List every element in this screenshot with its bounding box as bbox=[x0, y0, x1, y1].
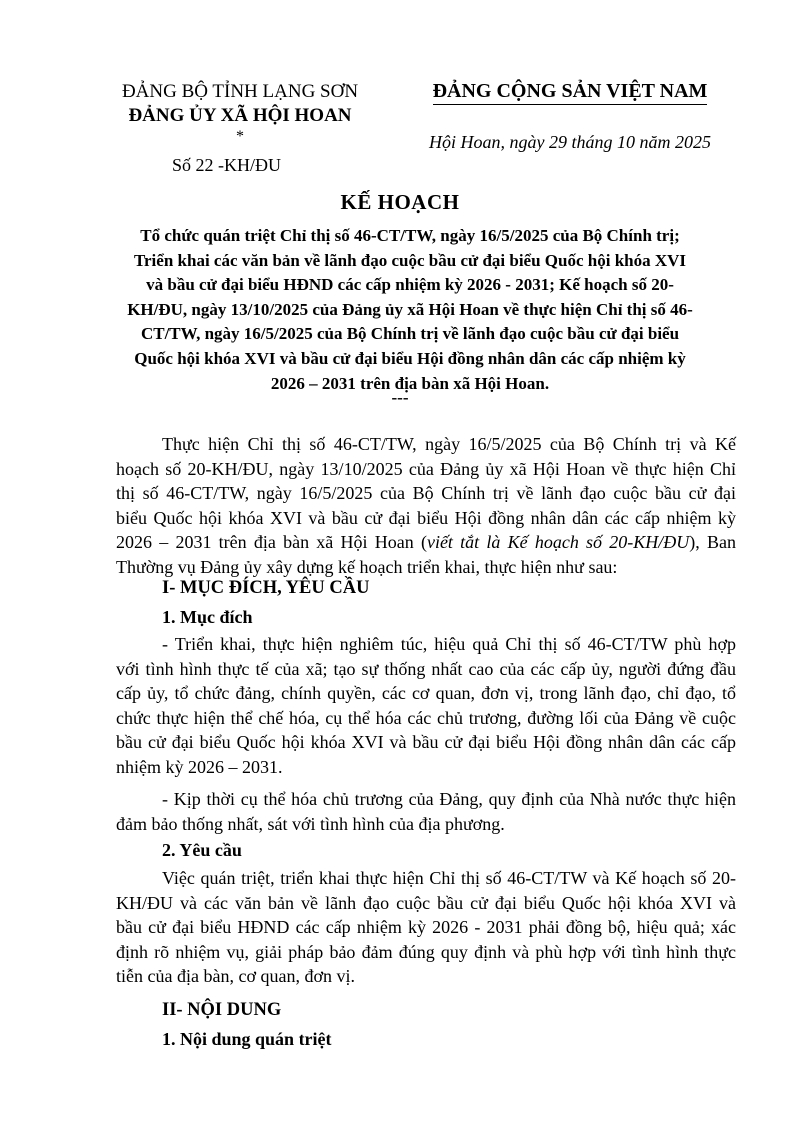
requirements-line: định rõ nhiệm vụ, giải pháp bảo đảm đúng quy định và phù hợp với tình hình thực bbox=[116, 941, 736, 962]
issuing-organization-block bbox=[100, 80, 380, 146]
subtitle-line: và bầu cử đại biểu HĐND các cấp nhiệm kỳ 2026 - 2031; Kế hoạch số 20- bbox=[146, 275, 674, 295]
intro-line: hoạch số 20-KH/ĐU, ngày 13/10/2025 của Đảng ủy xã Hội Hoan về thực hiện Chỉ bbox=[116, 458, 736, 479]
title-separator: --- bbox=[391, 388, 409, 407]
document-number: Số 22 -KH/ĐU bbox=[172, 155, 282, 175]
section-heading-purpose-requirements: I- MỤC ĐÍCH, YÊU CẦU bbox=[162, 578, 370, 598]
subtitle-line: 2026 – 2031 trên địa bàn xã Hội Hoan. bbox=[270, 373, 550, 393]
document-title: KẾ HOẠCH bbox=[340, 190, 460, 214]
intro-line: biểu Quốc hội khóa XVI và bầu cử đại biểu Hội đồng nhân dân các cấp nhiệm kỳ bbox=[116, 507, 736, 528]
subsection-heading-dissemination-content: 1. Nội dung quán triệt bbox=[162, 1029, 332, 1049]
document-subtitle bbox=[120, 224, 700, 396]
subtitle-line: Quốc hội khóa XVI và bầu cử đại biểu Hội đồng nhân dân các cấp nhiệm kỳ bbox=[134, 348, 686, 368]
purpose-line: nhiệm kỳ 2026 – 2031. bbox=[116, 756, 283, 777]
intro-line: Thực hiện Chỉ thị số 46-CT/TW, ngày 16/5/2025 của Bộ Chính trị và Kế bbox=[162, 434, 736, 454]
subtitle-line: CT/TW, ngày 16/5/2025 của Bộ Chính trị về lãnh đạo cuộc bầu cử đại biểu bbox=[140, 324, 680, 344]
party-name-title: ĐẢNG CỘNG SẢN VIỆT NAM bbox=[433, 80, 708, 105]
place-and-date: Hội Hoan, ngày 29 tháng 10 năm 2025 bbox=[429, 132, 711, 152]
requirements-line: KH/ĐU và các văn bản về lãnh đạo cuộc bầu cử đại biểu Quốc hội khóa XVI và bbox=[116, 892, 736, 913]
subtitle-line: Triển khai các văn bản về lãnh đạo cuộc bầu cử đại biểu Quốc hội khóa XVI bbox=[133, 250, 687, 270]
intro-line: Thường vụ Đảng ủy xây dựng kế hoạch triển khai, thực hiện như sau: bbox=[116, 556, 618, 577]
purpose-paragraph-2 bbox=[116, 787, 736, 836]
intro-line-text: ), Ban bbox=[689, 532, 736, 553]
requirements-line: bầu cử đại biểu HĐND các cấp nhiệm kỳ 2026 - 2031 phải đồng bộ, hiệu quả; xác bbox=[116, 917, 736, 938]
purpose-line: - Triển khai, thực hiện nghiêm túc, hiệu quả Chỉ thị số 46-CT/TW phù hợp bbox=[162, 634, 736, 654]
header-star: * bbox=[236, 128, 244, 145]
provincial-party-committee: ĐẢNG BỘ TỈNH LẠNG SƠN bbox=[121, 81, 359, 102]
abbreviation-note: viết tắt là Kế hoạch số 20-KH/ĐU bbox=[426, 532, 690, 553]
purpose-paragraph-1 bbox=[116, 632, 736, 780]
requirements-line: Việc quán triệt, triển khai thực hiện Chỉ thị số 46-CT/TW và Kế hoạch số 20- bbox=[162, 868, 736, 888]
requirements-line: tiễn của địa bàn, cơ quan, đơn vị. bbox=[116, 966, 355, 987]
intro-line: thị số 46-CT/TW, ngày 16/5/2025 của Bộ Chính trị về lãnh đạo cuộc bầu cử đại bbox=[116, 483, 736, 504]
subsection-heading-requirements: 2. Yêu cầu bbox=[162, 840, 242, 860]
purpose-line: bầu cử đại biểu Quốc hội khóa XVI và bầu cử đại biểu Hội đồng nhân dân các cấp bbox=[116, 732, 736, 753]
subsection-heading-purpose: 1. Mục đích bbox=[162, 607, 253, 627]
purpose-line: chức thực hiện thể chế hóa, cụ thể hóa các chủ trương, đường lối của Đảng về cuộc bbox=[116, 707, 736, 728]
subtitle-line: KH/ĐU, ngày 13/10/2025 của Đảng ủy xã Hội Hoan về thực hiện Chỉ thị số 46- bbox=[127, 299, 693, 319]
intro-line-with-abbreviation bbox=[116, 530, 736, 555]
intro-paragraph bbox=[116, 432, 736, 580]
purpose-line: đảm bảo thống nhất, sát với tình hình của địa phương. bbox=[116, 813, 505, 834]
purpose-line: - Kịp thời cụ thể hóa chủ trương của Đảng, quy định của Nhà nước thực hiện bbox=[162, 789, 736, 809]
commune-party-committee: ĐẢNG ỦY XÃ HỘI HOAN bbox=[128, 105, 352, 126]
subtitle-line: Tổ chức quán triệt Chỉ thị số 46-CT/TW, ngày 16/5/2025 của Bộ Chính trị; bbox=[140, 226, 680, 245]
purpose-line: cấp ủy, tổ chức đảng, chính quyền, các cơ quan, đơn vị, trong lãnh đạo, chỉ đạo, tổ bbox=[116, 683, 736, 704]
national-title-block bbox=[400, 80, 740, 105]
intro-line-text: 2026 – 2031 trên địa bàn xã Hội Hoan ( bbox=[116, 532, 427, 553]
section-heading-content: II- NỘI DUNG bbox=[162, 1000, 282, 1020]
requirements-paragraph bbox=[116, 866, 736, 989]
purpose-line: với tình hình thực tế của xã; tạo sự thống nhất cao của các cấp ủy, người đứng đầu bbox=[116, 658, 736, 679]
